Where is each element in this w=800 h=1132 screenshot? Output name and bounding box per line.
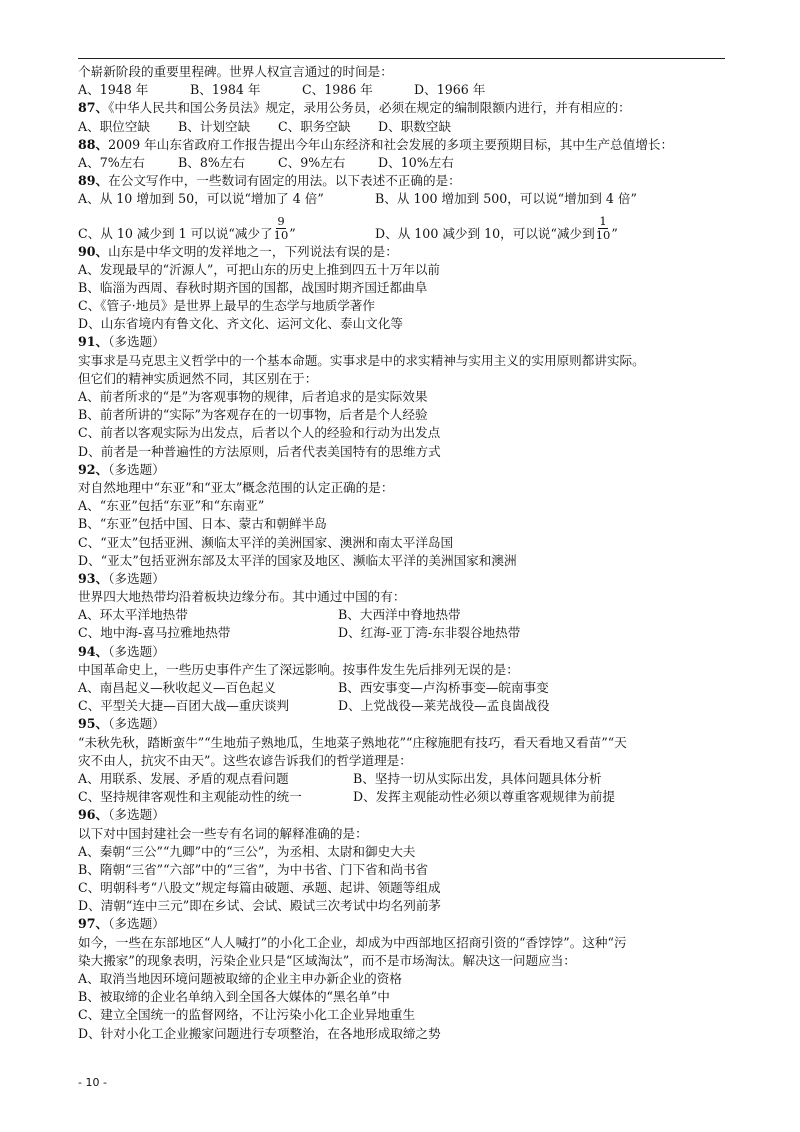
q93-stem: 世界四大地热带均沿着板块边缘分布。其中通过中国的有： (78, 589, 406, 605)
q91-number: 91、 (78, 334, 109, 350)
q90-number: 90、 (78, 243, 109, 259)
q97-header (78, 915, 738, 933)
q94-options-ab (78, 679, 738, 697)
q92-option-a: A、“东亚”包括“东亚”和“东南亚” (78, 498, 265, 514)
q89-c-fraction: $\frac{9}{10}$ (273, 213, 289, 242)
q92-option-c: C、“亚太”包括亚洲、濒临太平洋的美洲国家、澳洲和南太平洋岛国 (78, 534, 454, 550)
q89-option-d: D、从 100 减少到 10，可以说“减少到 $\frac{1}{10}$ ” (375, 213, 618, 242)
q90-option-b: B、临淄为西周、春秋时期齐国的国都，战国时期齐国迁都曲阜 (78, 279, 428, 295)
q93-options-cd (78, 624, 738, 642)
q91-stem-line1: 实事求是马克思主义哲学中的一个基本命题。实事求是中的求实精神与实用主义的实用原则都讲实际。 (78, 352, 645, 368)
q88-number: 88、 (78, 136, 109, 152)
q91-header (78, 333, 738, 351)
q96-option-b: B、隋朝“三省”“六部”中的“三省”，为中书省、门下省和尚书省 (78, 861, 429, 877)
q88-options (78, 154, 738, 172)
q93-option-b: B、大西洋中脊地热带 (338, 607, 461, 623)
q94-option-a: A、南昌起义—秋收起义—百色起义 (78, 680, 277, 695)
q87-option-a: A、职位空缺 (78, 118, 151, 134)
q96-option-d: D、清朝“连中三元”即在乡试、会试、殿试三次考试中均名列前茅 (78, 898, 442, 914)
q97-number: 97、 (78, 916, 109, 932)
q86-stem: 个崭新阶段的重要里程碑。世界人权宣言通过的时间是： (78, 64, 393, 79)
q95-option-b: B、坚持一切从实际出发，具体问题具体分析 (353, 770, 602, 786)
q90-option-c: C、《管子·地员》是世界上最早的生态学与地质学著作 (78, 298, 375, 314)
header-rule (78, 58, 725, 59)
q94-option-c: C、平型关大捷—百团大战—重庆谈判 (78, 698, 290, 714)
q86-option-d: D、1966 年 (414, 82, 486, 98)
q87-option-c: C、职务空缺 (278, 118, 351, 134)
q94-stem: 中国革命史上，一些历史事件产生了深远影响。按事件发生先后排列无误的是： (78, 661, 519, 677)
q88-option-d: D、10%左右 (378, 154, 454, 170)
q95-option-a: A、用联系、发展、矛盾的观点看问题 (78, 770, 289, 786)
q92-stem: 对自然地理中“东亚”和“亚太”概念范围的认定正确的是： (78, 479, 394, 495)
q97-option-b: B、被取缔的企业名单纳入到全国各大媒体的“黑名单”中 (78, 989, 390, 1005)
q94-number: 94、 (78, 643, 109, 659)
q88-stem: 88、2009 年山东省政府工作报告提出今年山东经济和社会发展的多项主要预期目标，其中生产总值增长： (78, 136, 674, 152)
q91-stem-line2: 但它们的精神实质迥然不同，其区别在于： (78, 370, 318, 386)
q89-option-a: A、从 10 增加到 50，可以说“增加了 4 倍” (78, 191, 324, 207)
q87-number: 87、 (78, 100, 109, 116)
q92-option-b: B、“东亚”包括中国、日本、蒙古和朝鲜半岛 (78, 516, 327, 532)
q87-option-d: D、职数空缺 (378, 118, 452, 134)
question-list (78, 63, 738, 1043)
page-number: - 10 - (78, 1076, 107, 1089)
q96-type: （多选题） (108, 807, 165, 823)
q95-number: 95、 (78, 716, 109, 732)
q97-option-a: A、取消当地因环境问题被取缔的企业主申办新企业的资格 (78, 971, 402, 986)
q92-number: 92、 (78, 461, 109, 477)
q88-option-b: B、8%左右 (178, 154, 246, 170)
q95-options-ab (78, 770, 738, 788)
q94-header (78, 643, 738, 661)
q96-header (78, 806, 738, 824)
q95-type: （多选题） (108, 716, 165, 732)
q97-stem-line2: 染大搬家”的现象表明，污染企业只是“区域淘汰”，而不是市场淘汰。解决这一问题应当： (78, 952, 576, 968)
q92-type: （多选题） (108, 461, 165, 477)
q95-stem-line2: 灾不由人，抗灾不由天”。这些农谚告诉我们的哲学道理是： (78, 752, 412, 768)
q96-option-a: A、秦朝“三公”“九卿”中的“三公”，为丞相、太尉和御史大夫 (78, 843, 416, 859)
q96-stem: 以下对中国封建社会一些专有名词的解释准确的是： (78, 825, 368, 841)
q93-type: （多选题） (108, 570, 165, 586)
q86-option-b: B、1984 年 (190, 82, 261, 98)
q89-option-c: C、从 10 减少到 1 可以说“减少了 $\frac{9}{10}$ ” (78, 213, 296, 242)
q87-option-b: B、计划空缺 (178, 118, 251, 134)
q91-option-c: C、前者以客观实际为出发点，后者以个人的经验和行动为出发点 (78, 425, 441, 441)
q91-option-b: B、前者所讲的“实际”为客观存在的一切事物，后者是个人经验 (78, 407, 428, 423)
q86-option-a: A、1948 年 (78, 82, 149, 98)
q86-options (78, 81, 738, 99)
q86-option-c: C、1986 年 (302, 82, 373, 98)
q96-option-c: C、明朝科考“八股文”规定每篇由破题、承题、起讲、领题等组成 (78, 880, 441, 896)
q96-number: 96、 (78, 807, 109, 823)
q95-stem-line1: “未秋先秋，踏断蛮牛”“生地茄子熟地瓜，生地菜子熟地花”“庄稼施肥有技巧，看天看地又看苗”“天 (78, 734, 627, 750)
q93-number: 93、 (78, 570, 109, 586)
q88-option-c: C、9%左右 (278, 154, 346, 170)
q91-option-d: D、前者是一种普遍性的方法原则，后者代表美国特有的思维方式 (78, 443, 441, 459)
q89-stem: 89、在公文写作中，一些数词有固定的用法。以下表述不正确的是： (78, 173, 461, 189)
q90-option-a: A、发现最早的“沂源人”，可把山东的历史上推到四五十万年以前 (78, 261, 441, 277)
q92-header (78, 461, 738, 479)
q87-options (78, 118, 738, 136)
q94-options-cd (78, 697, 738, 715)
q89-number: 89、 (78, 173, 109, 189)
q93-option-a: A、环太平洋地热带 (78, 607, 188, 623)
q90-stem: 90、山东是中华文明的发祥地之一，下列说法有误的是： (78, 243, 398, 259)
q91-option-a: A、前者所求的“是”为客观事物的规律，后者追求的是实际效果 (78, 389, 428, 404)
q89-options-cd (78, 209, 738, 243)
q89-option-b: B、从 100 增加到 500，可以说“增加到 4 倍” (375, 191, 637, 207)
q97-option-d: D、针对小化工企业搬家问题进行专项整治，在各地形成取缔之势 (78, 1025, 441, 1041)
q93-options-ab (78, 606, 738, 624)
q95-option-c: C、坚持规律客观性和主观能动性的统一 (78, 789, 302, 805)
q97-option-c: C、建立全国统一的监督网络，不让污染小化工企业异地重生 (78, 1007, 416, 1023)
q95-options-cd (78, 788, 738, 806)
q95-header (78, 715, 738, 733)
q87-stem: 87、《中华人民共和国公务员法》规定，录用公务员，必须在规定的编制限额内进行，并有相应的： (78, 100, 631, 116)
q94-option-b: B、西安事变—卢沟桥事变—皖南事变 (338, 680, 549, 695)
q89-d-fraction: $\frac{1}{10}$ (595, 213, 611, 242)
q88-option-a: A、7%左右 (78, 154, 145, 170)
q93-option-c: C、地中海-喜马拉雅地热带 (78, 625, 231, 641)
q95-option-d: D、发挥主观能动性必须以尊重客观规律为前提 (353, 789, 615, 805)
q94-type: （多选题） (108, 643, 165, 659)
q90-option-d: D、山东省境内有鲁文化、齐文化、运河文化、泰山文化等 (78, 316, 403, 332)
q91-type: （多选题） (108, 334, 165, 350)
q93-header (78, 570, 738, 588)
q97-type: （多选题） (108, 916, 165, 932)
q97-stem-line1: 如今，一些在东部地区“人人喊打”的小化工企业，却成为中西部地区招商引资的“香饽饽”。这种“污 (78, 934, 627, 950)
q94-option-d: D、上党战役—莱芜战役—孟良崮战役 (338, 698, 550, 714)
q89-options-ab (78, 190, 738, 208)
q93-option-d: D、红海-亚丁湾-东非裂谷地热带 (338, 625, 521, 641)
q92-option-d: D、“亚太”包括亚洲东部及太平洋的国家及地区、濒临太平洋的美洲国家和澳洲 (78, 552, 517, 568)
